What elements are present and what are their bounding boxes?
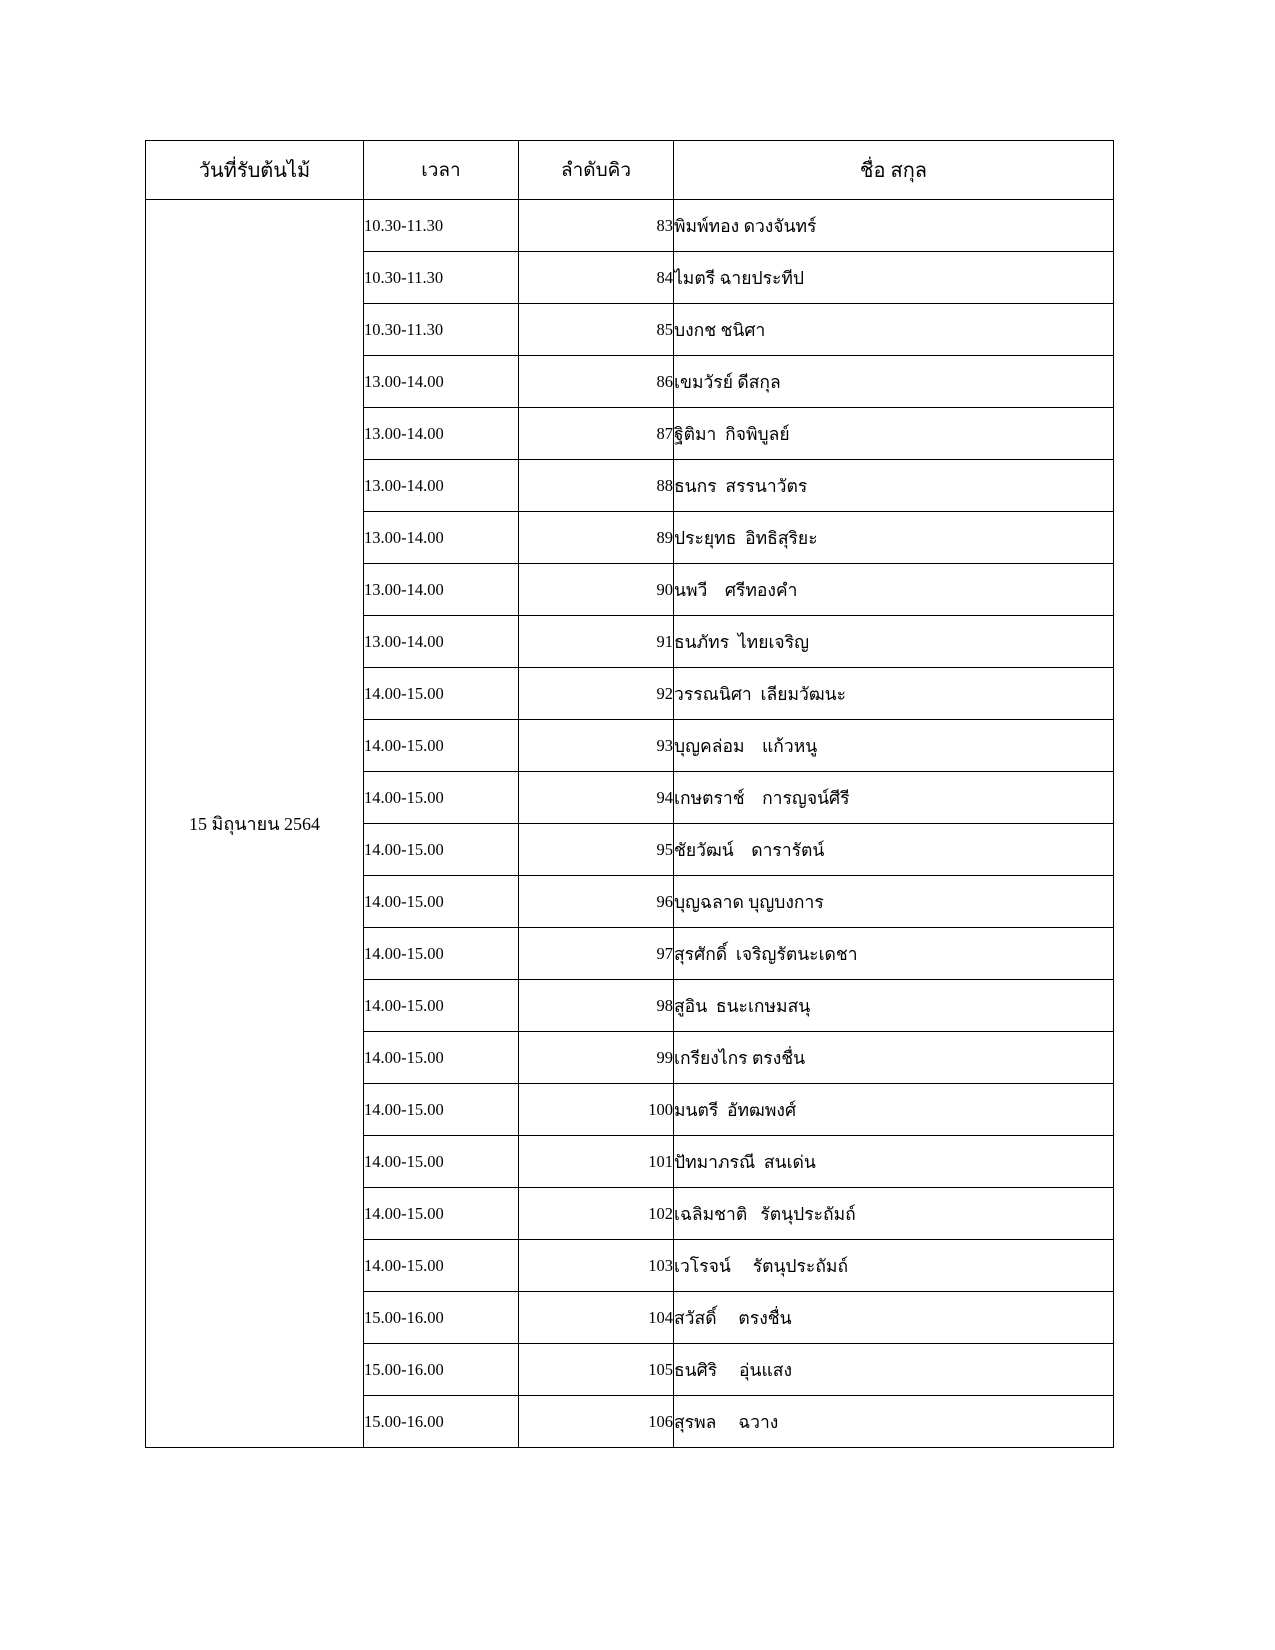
cell-person-name: ธนกร สรรนาวัตร xyxy=(674,460,1114,512)
cell-time: 15.00-16.00 xyxy=(364,1344,519,1396)
cell-time: 14.00-15.00 xyxy=(364,1084,519,1136)
column-header-queue: ลำดับคิว xyxy=(519,141,674,200)
cell-time: 14.00-15.00 xyxy=(364,824,519,876)
cell-queue-number: 104 xyxy=(519,1292,674,1344)
cell-person-name: เขมวัรย์ ดีสกุล xyxy=(674,356,1114,408)
cell-queue-number: 105 xyxy=(519,1344,674,1396)
cell-time: 15.00-16.00 xyxy=(364,1396,519,1448)
cell-queue-number: 83 xyxy=(519,200,674,252)
cell-person-name: ชัยวัฒน์ ดารารัตน์ xyxy=(674,824,1114,876)
cell-time: 14.00-15.00 xyxy=(364,1136,519,1188)
cell-person-name: สูอิน ธนะเกษมสนุ xyxy=(674,980,1114,1032)
cell-time: 14.00-15.00 xyxy=(364,1188,519,1240)
column-header-time: เวลา xyxy=(364,141,519,200)
cell-person-name: บุญคล่อม แก้วหนู xyxy=(674,720,1114,772)
queue-table-container xyxy=(145,140,1113,1448)
cell-person-name: ธนศิริ อุ่นแสง xyxy=(674,1344,1114,1396)
cell-person-name: มนตรี อัทฒพงศ์ xyxy=(674,1084,1114,1136)
cell-queue-number: 106 xyxy=(519,1396,674,1448)
cell-time: 13.00-14.00 xyxy=(364,356,519,408)
cell-time: 14.00-15.00 xyxy=(364,668,519,720)
cell-queue-number: 94 xyxy=(519,772,674,824)
cell-person-name: ฐิติมา กิจพิบูลย์ xyxy=(674,408,1114,460)
cell-time: 10.30-11.30 xyxy=(364,200,519,252)
column-header-name: ชื่อ สกุล xyxy=(674,141,1114,200)
cell-time: 13.00-14.00 xyxy=(364,408,519,460)
cell-person-name: เฉลิมชาติ รัตนุประถัมถ์ xyxy=(674,1188,1114,1240)
cell-queue-number: 103 xyxy=(519,1240,674,1292)
cell-person-name: เกษตราช์ การญจน์ศีรี xyxy=(674,772,1114,824)
cell-queue-number: 102 xyxy=(519,1188,674,1240)
cell-queue-number: 96 xyxy=(519,876,674,928)
cell-time: 14.00-15.00 xyxy=(364,928,519,980)
cell-time: 10.30-11.30 xyxy=(364,304,519,356)
cell-person-name: นพวี ศรีทองคำ xyxy=(674,564,1114,616)
cell-person-name: พิมพ์ทอง ดวงจันทร์ xyxy=(674,200,1114,252)
cell-person-name: ปัทมาภรณี สนเด่น xyxy=(674,1136,1114,1188)
cell-person-name: วรรณนิศา เลียมวัฒนะ xyxy=(674,668,1114,720)
cell-queue-number: 89 xyxy=(519,512,674,564)
cell-person-name: สุรศักดิ์ เจริญรัตนะเดชา xyxy=(674,928,1114,980)
cell-person-name: บงกช ชนิศา xyxy=(674,304,1114,356)
cell-date: 15 มิถุนายน 2564 xyxy=(146,200,364,1448)
cell-time: 13.00-14.00 xyxy=(364,616,519,668)
cell-person-name: สวัสดิ์ ตรงชื่น xyxy=(674,1292,1114,1344)
cell-queue-number: 100 xyxy=(519,1084,674,1136)
cell-queue-number: 93 xyxy=(519,720,674,772)
cell-time: 10.30-11.30 xyxy=(364,252,519,304)
cell-queue-number: 99 xyxy=(519,1032,674,1084)
cell-queue-number: 92 xyxy=(519,668,674,720)
cell-person-name: เกรียงไกร ตรงชื่น xyxy=(674,1032,1114,1084)
cell-time: 14.00-15.00 xyxy=(364,876,519,928)
cell-person-name: ธนภัทร ไทยเจริญ xyxy=(674,616,1114,668)
table-row xyxy=(146,200,1114,252)
cell-person-name: ประยุทธ อิทธิสุริยะ xyxy=(674,512,1114,564)
table-header xyxy=(146,141,1114,200)
queue-table xyxy=(145,140,1114,1448)
cell-time: 15.00-16.00 xyxy=(364,1292,519,1344)
cell-time: 13.00-14.00 xyxy=(364,460,519,512)
cell-time: 13.00-14.00 xyxy=(364,564,519,616)
cell-time: 14.00-15.00 xyxy=(364,720,519,772)
cell-queue-number: 95 xyxy=(519,824,674,876)
cell-time: 14.00-15.00 xyxy=(364,1240,519,1292)
cell-time: 14.00-15.00 xyxy=(364,1032,519,1084)
cell-time: 13.00-14.00 xyxy=(364,512,519,564)
cell-person-name: ไมตรี ฉายประทีป xyxy=(674,252,1114,304)
cell-queue-number: 101 xyxy=(519,1136,674,1188)
cell-person-name: เวโรจน์ รัตนุประถัมถ์ xyxy=(674,1240,1114,1292)
cell-queue-number: 84 xyxy=(519,252,674,304)
cell-queue-number: 90 xyxy=(519,564,674,616)
cell-time: 14.00-15.00 xyxy=(364,772,519,824)
cell-person-name: บุญฉลาด บุญบงการ xyxy=(674,876,1114,928)
cell-queue-number: 87 xyxy=(519,408,674,460)
cell-queue-number: 86 xyxy=(519,356,674,408)
table-header-row xyxy=(146,141,1114,200)
table-body xyxy=(146,200,1114,1448)
column-header-date: วันที่รับต้นไม้ xyxy=(146,141,364,200)
cell-queue-number: 97 xyxy=(519,928,674,980)
cell-time: 14.00-15.00 xyxy=(364,980,519,1032)
cell-queue-number: 98 xyxy=(519,980,674,1032)
cell-queue-number: 85 xyxy=(519,304,674,356)
cell-queue-number: 91 xyxy=(519,616,674,668)
cell-queue-number: 88 xyxy=(519,460,674,512)
cell-person-name: สุรพล ฉวาง xyxy=(674,1396,1114,1448)
